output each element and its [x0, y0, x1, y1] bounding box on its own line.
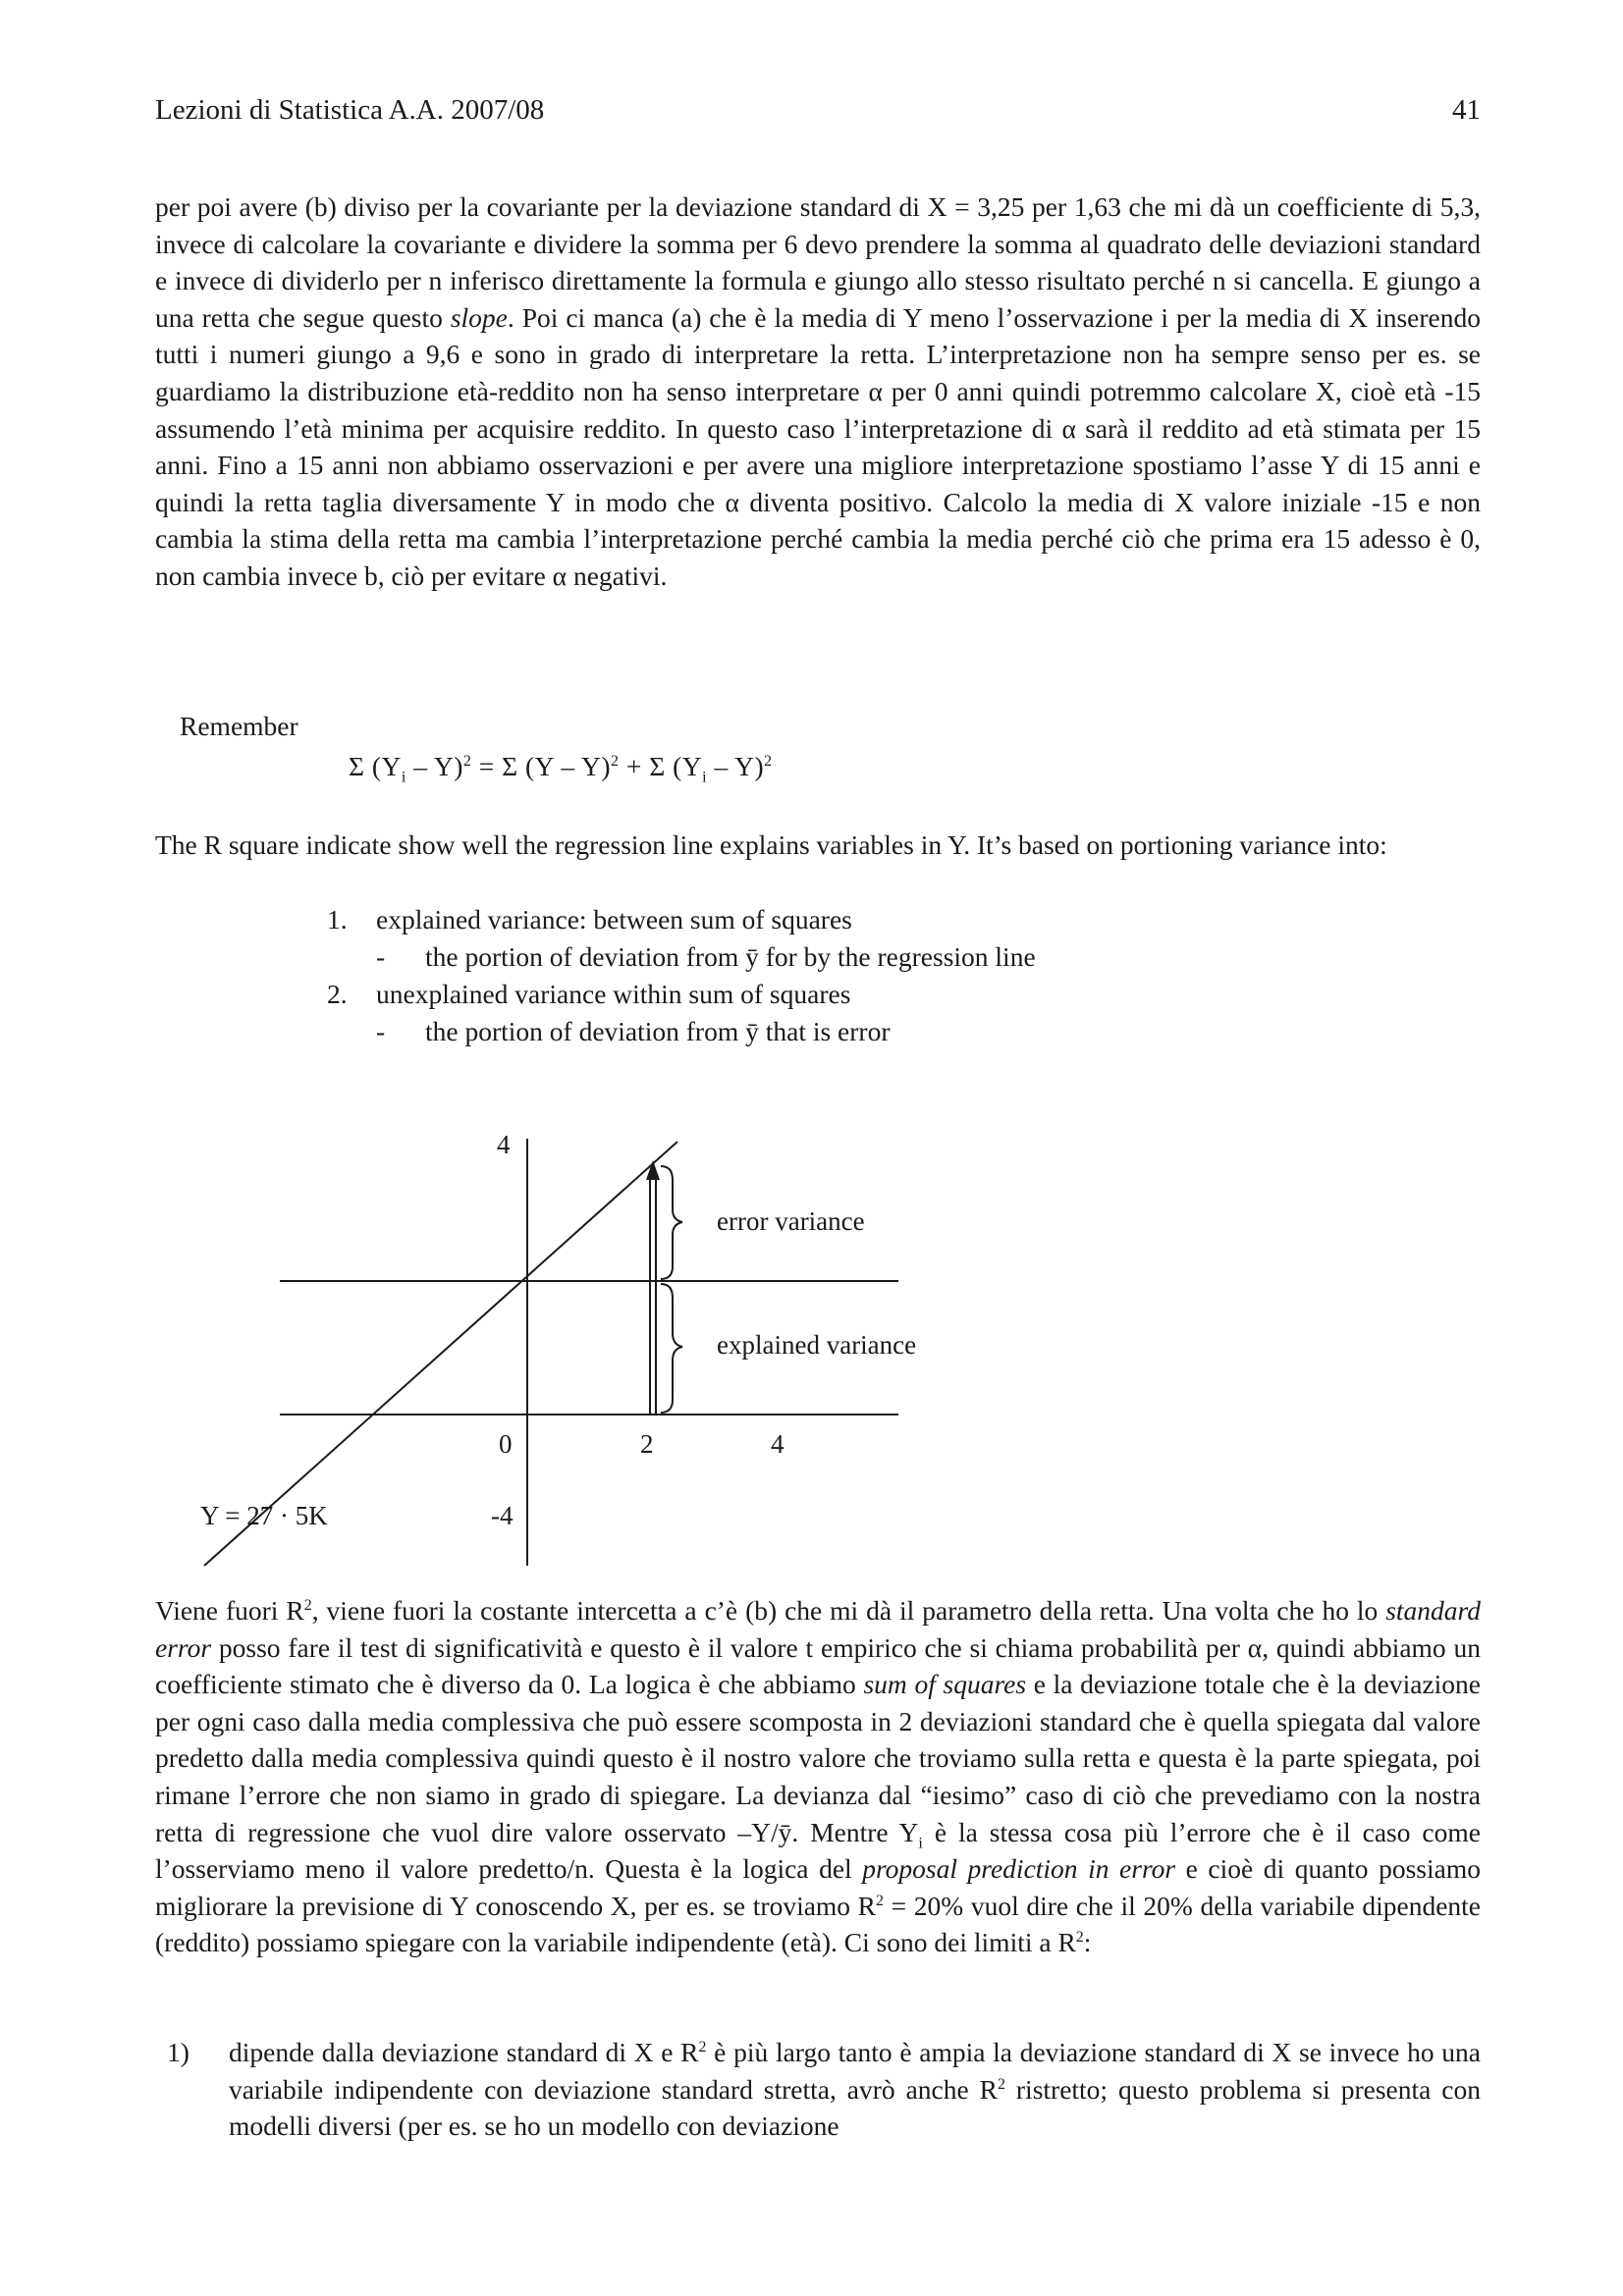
standard-error-term: standard error	[155, 1595, 1481, 1663]
sum-of-squares-formula	[349, 751, 773, 787]
paragraph-intercept-interpretation	[155, 188, 1481, 595]
formula-part: Σ (Y	[349, 751, 402, 781]
paragraph-text: Viene fuori R	[155, 1595, 304, 1626]
error-brace-icon	[661, 1166, 682, 1279]
paragraph-r-square: The R square indicate show well the regression line explains variables in Y. It’s based on portioning variance into:	[155, 829, 1387, 860]
arrow-head-icon	[646, 1160, 660, 1180]
running-title: Lezioni di Statistica A.A. 2007/08	[155, 94, 545, 126]
sum-of-squares-term: sum of squares	[863, 1669, 1027, 1700]
list-text: unexplained variance within sum of squares	[376, 979, 851, 1009]
item-text: è più largo tanto è ampia la deviazione standard di X se invece ho una variabile indipendente con deviazione standard stretta, avrò anche R	[229, 2037, 1481, 2105]
formula-exponent: 2	[462, 752, 472, 770]
item-marker: 1)	[167, 2037, 189, 2067]
exponent: 2	[1075, 1929, 1084, 1947]
list-number: 1.	[327, 904, 348, 934]
item-text: dipende dalla deviazione standard di X e R	[229, 2037, 699, 2067]
paragraph-text: e cioè di quanto possiamo migliorare la previsione di Y conoscendo X, per es. se troviamo R	[155, 1853, 1481, 1921]
page-number: 41	[1452, 94, 1481, 126]
list-text: explained variance: between sum of squares	[376, 904, 852, 934]
list-number: 2.	[327, 979, 348, 1009]
list-subtext: the portion of deviation from ȳ for by the regression line	[425, 941, 1036, 972]
formula-part: – Y)	[406, 751, 463, 781]
exponent: 2	[698, 2038, 707, 2056]
error-variance-label: error variance	[717, 1206, 865, 1236]
paragraph-text: e la deviazione totale che è la deviazione per ogni caso dalla media complessiva che può essere scomposta in 2 deviazioni standard che è quella spiegata dal valore predetto dalla media complessiva quindi questo è il nostro valore che troviamo sulla retta e questa è la parte spiegata, poi rimane l’errore che non siamo in grado di spiegare. La devianza dal “iesimo” caso di ciò che prevediamo con la nostra retta di regressione che vuol dire valore osservato –Y/ȳ. Mentre Y	[155, 1669, 1481, 1847]
numbered-item-1	[155, 2034, 1481, 2145]
x-tick-2: 2	[640, 1429, 654, 1459]
remember-label: Remember	[180, 711, 298, 741]
list-item	[327, 976, 851, 1013]
y-tick-minus-4: -4	[491, 1501, 514, 1530]
item-body	[229, 2034, 1481, 2145]
page-header	[155, 94, 1481, 127]
paragraph-r-square-logic	[155, 1592, 1481, 1961]
paragraph-text: :	[1083, 1927, 1092, 1958]
formula-part: = Σ (Y – Y)	[471, 751, 611, 781]
y-tick-4: 4	[497, 1130, 511, 1159]
exponent: 2	[303, 1596, 312, 1614]
regression-equation: Y = 27 · 5K	[200, 1501, 328, 1530]
dash-bullet: -	[376, 1016, 386, 1046]
x-tick-0: 0	[499, 1429, 513, 1459]
explained-brace-icon	[661, 1284, 682, 1413]
paragraph-text-rest: . Poi ci manca (a) che è la media di Y meno l’osservazione i per la media di X inserendo tutti i numeri giungo a 9,6 e sono in grado di interpretare la retta. L’interpretazione non ha sempre senso per es. se guardiamo la distribuzione età-reddito non ha senso interpretare α per 0 anni quindi potremmo calcolare X, cioè età -15 assumendo l’età minima per acquisire reddito. In questo caso l’interpretazione di α sarà il reddito ad età stimata per 15 anni. Fino a 15 anni non abbiamo osservazioni e per avere una migliore interpretazione spostiamo l’asse Y di 15 anni e quindi la retta taglia diversamente Y in modo che α diventa positivo. Calcolo la media di X valore iniziale -15 e non cambia la stima della retta ma cambia l’interpretazione perché cambia la media perché ciò che prima era 15 adesso è 0, non cambia invece b, ciò per evitare α negativi.	[155, 301, 1481, 591]
exponent: 2	[997, 2075, 1005, 2093]
formula-exponent: 2	[611, 752, 620, 770]
formula-subscript: i	[401, 769, 406, 786]
list-subtext: the portion of deviation from ȳ that is error	[425, 1016, 891, 1046]
formula-part: + Σ (Y	[619, 751, 703, 781]
slope-term: slope	[450, 301, 508, 333]
dash-bullet: -	[376, 941, 386, 972]
paragraph-text: per poi avere (b) diviso per la covariante per la deviazione standard di X = 3,25 per 1,63 che mi dà un coefficiente di 5,3, invece di calcolare la covariante e dividere la somma per 6 devo prendere la somma al quadrato delle deviazioni standard e invece di dividerlo per n inferisco direttamente la formula e giungo allo stesso risultato perché n si cancella. E giungo a una retta che segue questo	[155, 191, 1481, 333]
paragraph-text: , viene fuori la costante intercetta a c’è (b) che mi dà il parametro della retta. Una volta che ho lo	[311, 1595, 1386, 1626]
subscript: i	[918, 1835, 923, 1852]
item-text: ristretto; questo problema si presenta con modelli diversi (per es. se ho un modello con deviazione	[229, 2073, 1481, 2142]
x-tick-4: 4	[771, 1429, 784, 1459]
paragraph-text: posso fare il test di significatività e questo è il valore t empirico che si chiama probabilità per α, quindi abbiamo un coefficiente stimato che è diverso da 0. La logica è che abbiamo	[155, 1631, 1481, 1700]
explained-variance-label: explained variance	[717, 1330, 917, 1360]
formula-part: – Y)	[707, 751, 765, 781]
list-item	[327, 901, 852, 938]
formula-exponent: 2	[764, 752, 773, 770]
regression-diagram	[187, 1119, 972, 1571]
formula-subscript: i	[702, 769, 708, 786]
paragraph-text: = 20% vuol dire che il 20% della variabile dipendente (reddito) possiamo spiegare con la variabile indipendente (età). Ci sono dei limiti a R	[155, 1890, 1481, 1958]
paragraph-text: è la stessa cosa più l’errore che è il caso come l’osserviamo meno il valore predetto/n. Questa è la logica del	[155, 1816, 1481, 1885]
proposal-prediction-term: proposal prediction in error	[862, 1853, 1176, 1885]
exponent: 2	[876, 1892, 885, 1909]
